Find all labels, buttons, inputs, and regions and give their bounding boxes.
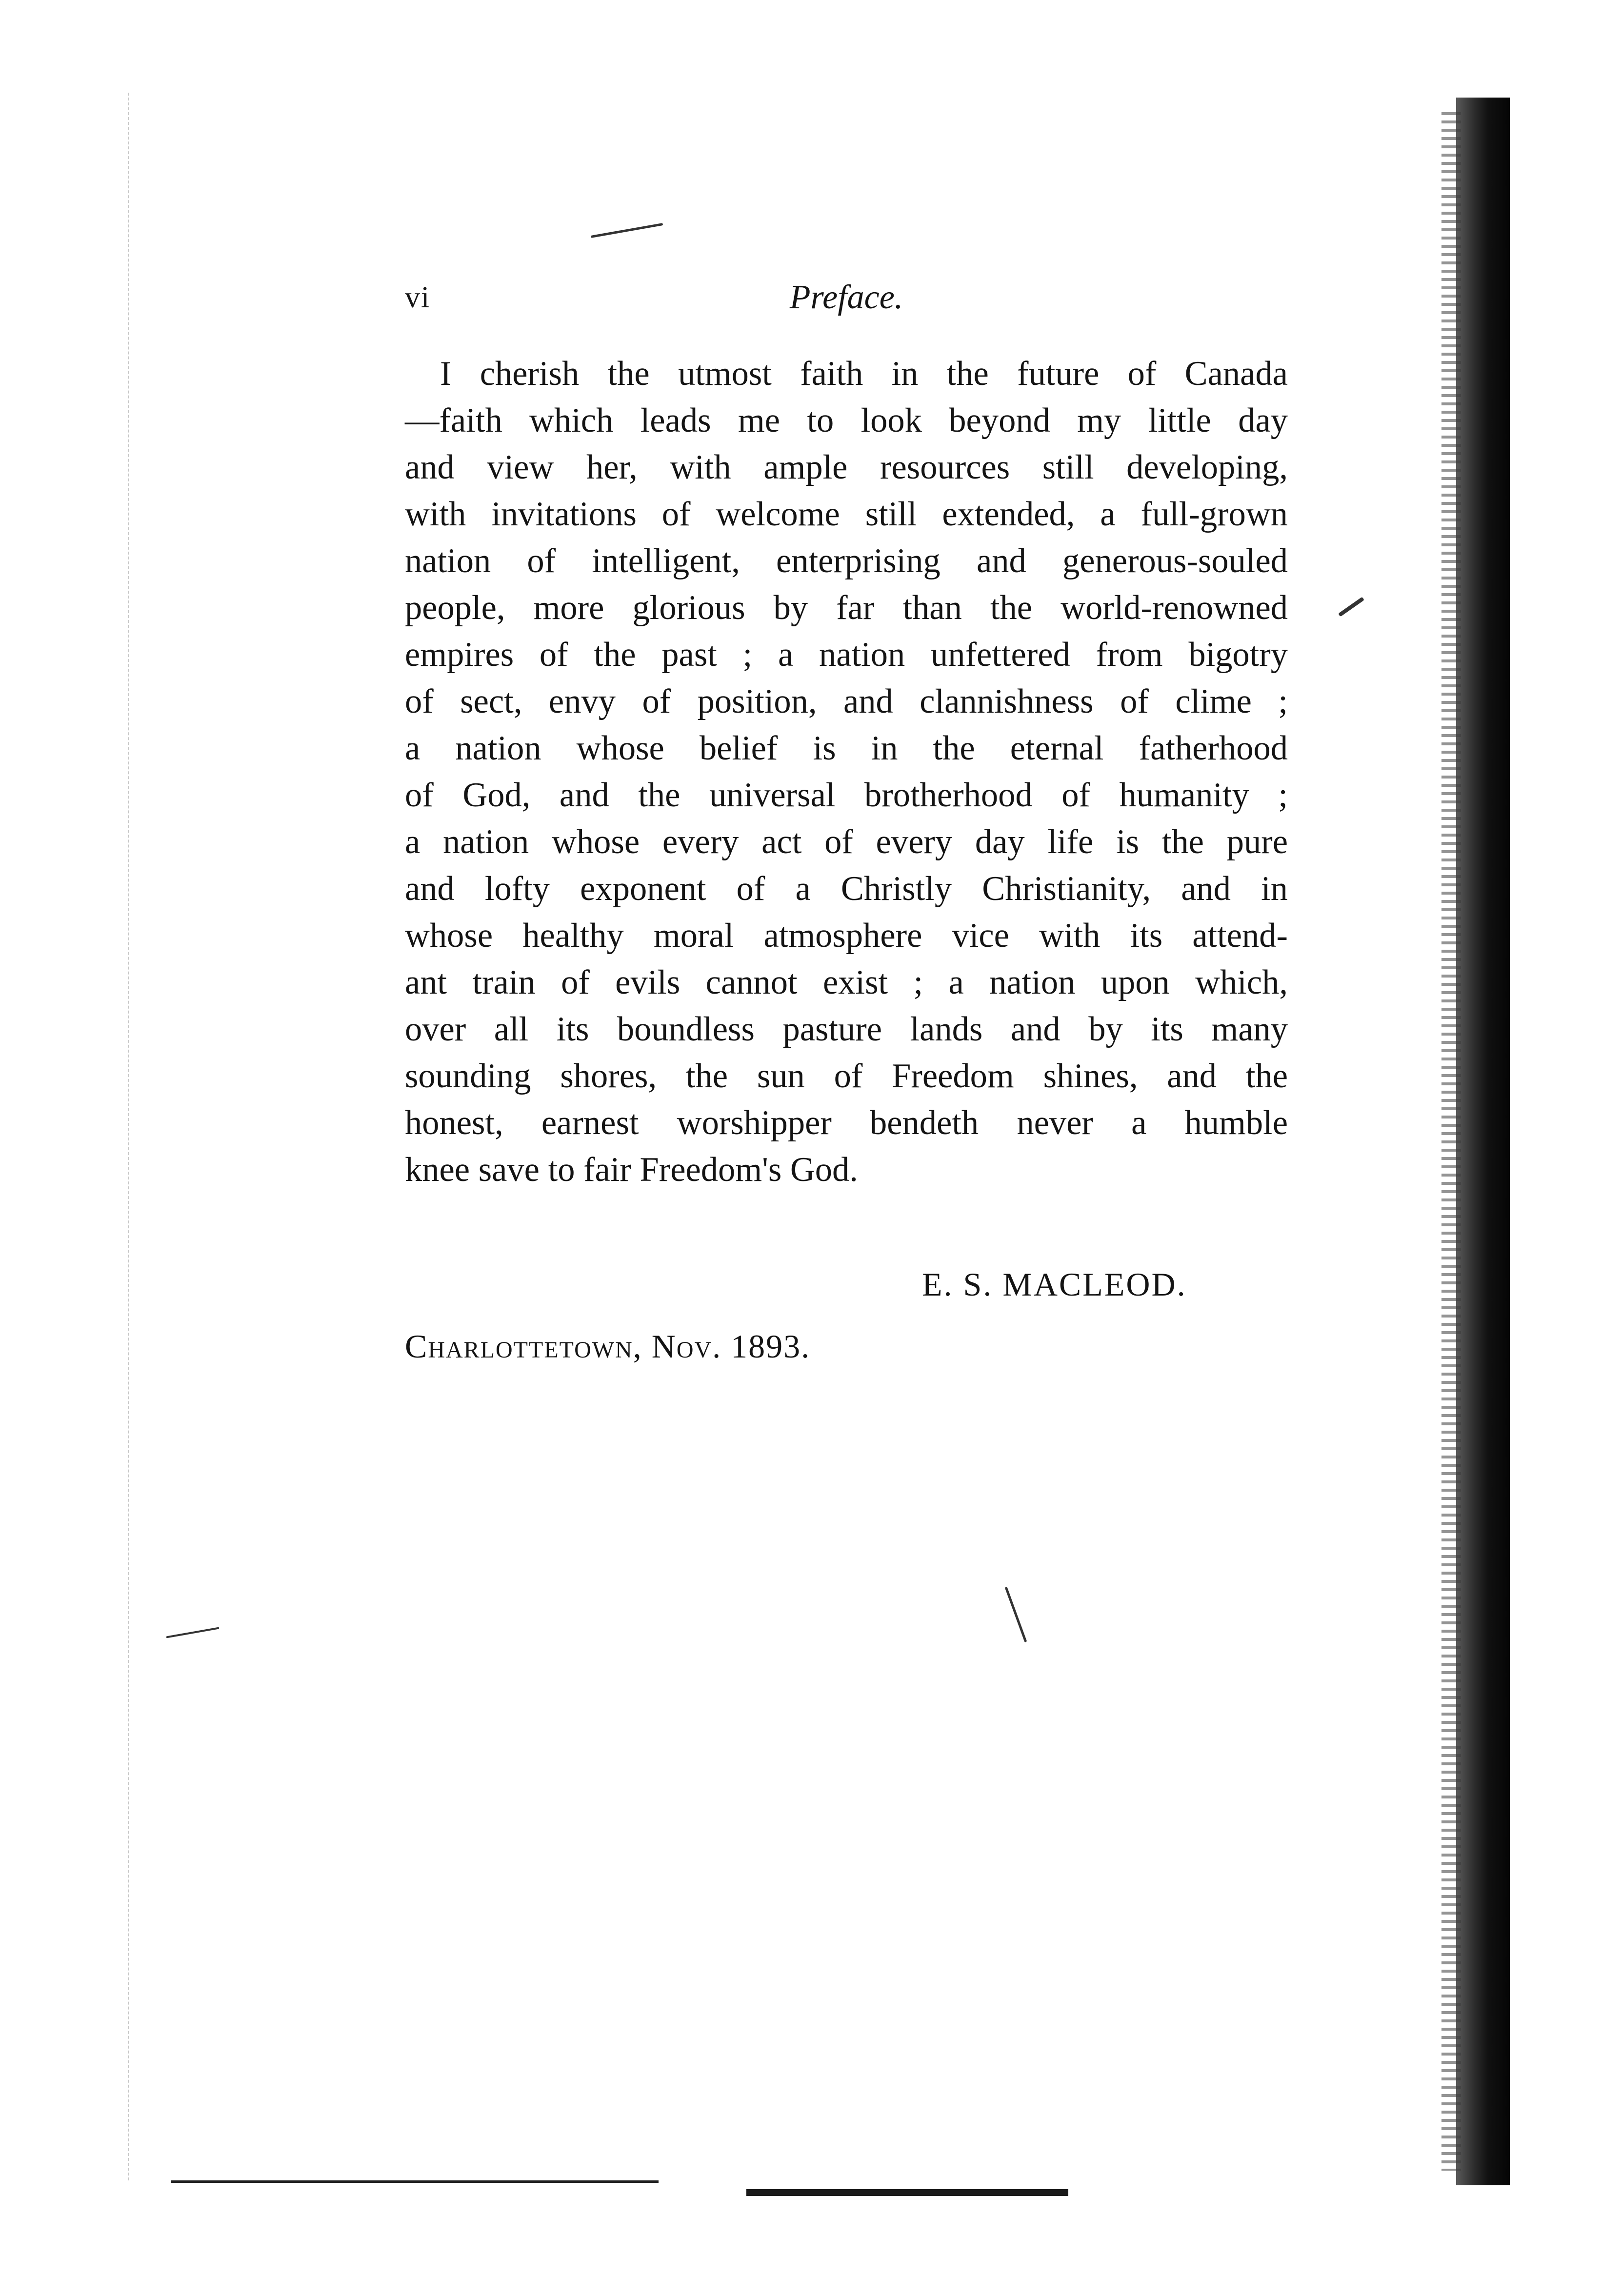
- stray-mark: [1338, 597, 1364, 617]
- text-line: and lofty exponent of a Christly Christianity, and in: [405, 870, 1288, 908]
- text-line: and view her, with ample resources still developing,: [405, 448, 1288, 486]
- text-line: a nation whose belief is in the eternal fatherhood: [405, 729, 1288, 767]
- book-edge-shadow: [1456, 98, 1510, 2185]
- text-line: ant train of evils cannot exist ; a nation upon which,: [405, 963, 1288, 1001]
- text-line: knee save to fair Freedom's God.: [405, 1151, 858, 1189]
- dateline-date: Nov. 1893.: [651, 1328, 811, 1365]
- text-line: empires of the past ; a nation unfettered from bigotry: [405, 636, 1288, 674]
- page-header: [405, 273, 1288, 332]
- text-line: —faith which leads me to look beyond my little day: [405, 401, 1288, 439]
- page-number: vi: [405, 281, 431, 314]
- text-line: with invitations of welcome still extended, a full-grown: [405, 495, 1288, 533]
- left-margin-marks: [128, 93, 132, 2180]
- text-line: whose healthy moral atmosphere vice with its attend-: [405, 917, 1288, 955]
- text-line: nation of intelligent, enterprising and generous-souled: [405, 542, 1288, 580]
- stray-mark: [591, 223, 663, 238]
- running-title: Preface.: [789, 279, 903, 316]
- text-line: I cherish the utmost faith in the future of Canada: [440, 355, 1288, 393]
- text-line: people, more glorious by far than the world-renowned: [405, 589, 1288, 627]
- dateline: [405, 1323, 810, 1370]
- preface-paragraph: [405, 350, 1288, 1193]
- dateline-place: Charlottetown,: [405, 1328, 642, 1365]
- bottom-rule-bold: [746, 2189, 1068, 2196]
- stray-mark: [166, 1627, 219, 1638]
- book-edge-speckle: [1441, 112, 1461, 2171]
- text-line: honest, earnest worshipper bendeth never a humble: [405, 1104, 1288, 1142]
- text-line: of God, and the universal brotherhood of humanity ;: [405, 776, 1288, 814]
- stray-mark: [1005, 1587, 1027, 1642]
- text-line: a nation whose every act of every day life is the pure: [405, 823, 1288, 861]
- text-line: of sect, envy of position, and clannishness of clime ;: [405, 682, 1288, 720]
- text-line: over all its boundless pasture lands and by its many: [405, 1010, 1288, 1048]
- text-line: sounding shores, the sun of Freedom shines, and the: [405, 1057, 1288, 1095]
- author-signature: E. S. MACLEOD.: [922, 1266, 1187, 1303]
- bottom-rule: [171, 2180, 659, 2183]
